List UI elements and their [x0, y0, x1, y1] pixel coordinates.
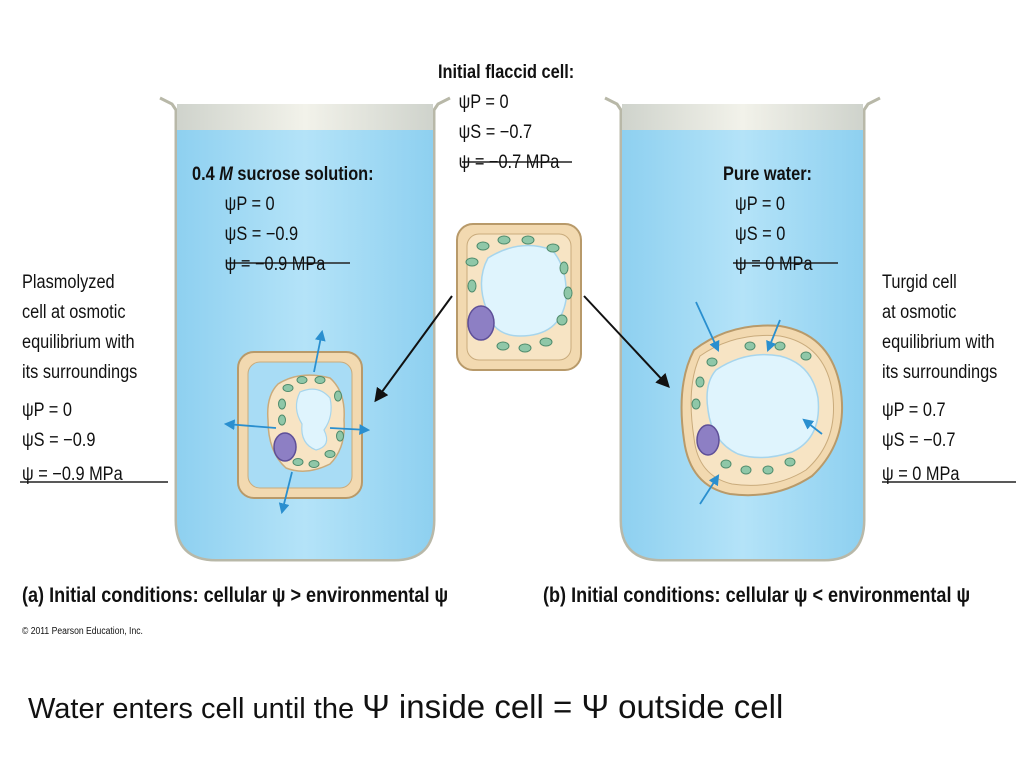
left-solution-title: 0.4 M sucrose solution: [192, 164, 374, 185]
right-solution-title: Pure water: [723, 164, 812, 185]
left-cell-line: cell at osmotic [22, 302, 126, 323]
right-solution-psi-p: ψP = 0 [735, 194, 786, 215]
right-solution-psi-s: ψS = 0 [735, 224, 786, 245]
right-cell-psi-s: ψS = −0.7 [882, 430, 956, 451]
copyright-note: © 2011 Pearson Education, Inc. [22, 626, 143, 637]
right-solution-psi: ψ = 0 MPa [735, 254, 813, 275]
initial-title: Initial flaccid cell: [438, 62, 575, 83]
left-cell-psi-s: ψS = −0.9 [22, 430, 96, 451]
nucleus-icon [468, 306, 494, 340]
nucleus-icon [697, 425, 719, 455]
right-solution-label [723, 160, 813, 280]
initial-psi-s: ψS = −0.7 [458, 122, 533, 143]
left-cell-line: its surroundings [22, 362, 138, 383]
right-cell-label [882, 268, 997, 490]
bottom-caption-part2: Ψ inside cell = Ψ outside cell [362, 688, 784, 725]
left-cell-psi: ψ = −0.9 MPa [22, 464, 123, 485]
caption-a: (a) Initial conditions: cellular ψ > environmental ψ [22, 584, 449, 607]
left-solution-psi-s: ψS = −0.9 [224, 224, 299, 245]
left-solution-label [192, 160, 374, 280]
initial-psi-p: ψP = 0 [458, 92, 509, 113]
left-cell-line: Plasmolyzed [22, 272, 115, 293]
right-cell-line: its surroundings [882, 362, 998, 383]
right-cell-line: Turgid cell [882, 272, 957, 293]
flaccid-cell [457, 224, 581, 370]
left-cell-label [22, 268, 137, 490]
left-solution-psi-p: ψP = 0 [224, 194, 275, 215]
left-solution-psi: ψ = −0.9 MPa [224, 254, 326, 275]
nucleus-icon [274, 433, 296, 461]
bottom-caption [28, 688, 783, 726]
caption-b: (b) Initial conditions: cellular ψ < environmental ψ [543, 584, 971, 607]
right-cell-line: at osmotic [882, 302, 957, 323]
right-cell-line: equilibrium with [882, 332, 995, 353]
right-cell-psi-p: ψP = 0.7 [882, 400, 946, 421]
left-cell-psi-p: ψP = 0 [22, 400, 72, 421]
bottom-caption-part1: Water enters cell until the [28, 693, 363, 725]
left-cell-line: equilibrium with [22, 332, 135, 353]
initial-psi: ψ = −0.7 MPa [458, 152, 560, 173]
plasmolyzed-cell [226, 332, 368, 512]
right-cell-psi: ψ = 0 MPa [882, 464, 960, 485]
initial-cell-label [438, 58, 574, 178]
